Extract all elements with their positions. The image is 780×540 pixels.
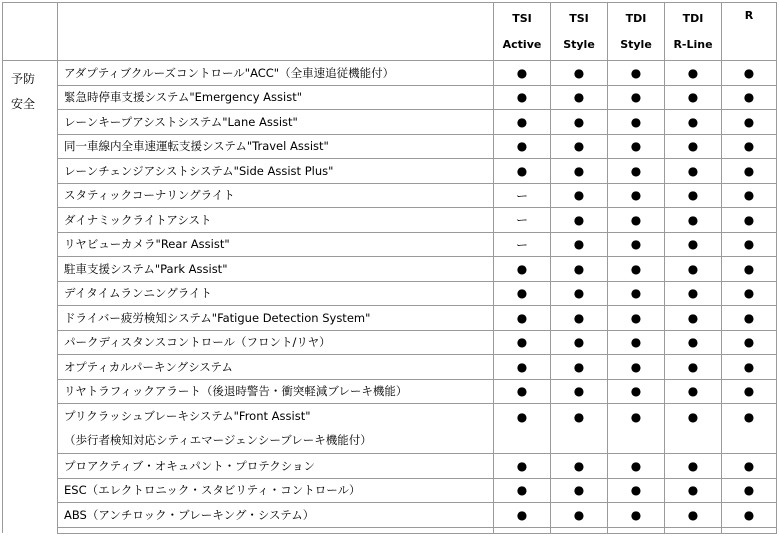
availability-mark: ● [665,379,722,404]
availability-mark: ● [722,454,777,479]
header-grade-tsi-active [494,3,551,61]
availability-mark: ● [551,330,608,355]
table-row [3,110,777,135]
availability-mark: ● [608,257,665,282]
header-feature-cell [58,3,494,61]
table-row [3,379,777,404]
table-row [3,355,777,380]
availability-mark: ● [722,134,777,159]
availability-mark: ● [608,330,665,355]
availability-mark: ● [608,61,665,86]
availability-mark: ● [608,379,665,404]
availability-mark: ● [608,503,665,528]
availability-mark: ● [665,330,722,355]
category-label-line2: 安全 [11,97,36,111]
availability-mark: ● [722,257,777,282]
availability-mark: ● [665,110,722,135]
availability-mark: ● [494,478,551,503]
availability-mark: ● [551,159,608,184]
availability-mark: ● [608,208,665,233]
availability-mark: ● [551,478,608,503]
empty-cell [58,527,494,533]
availability-mark: ● [665,404,722,454]
header-grade-line1: TDI [625,11,647,25]
feature-name: ドライバー疲労検知システム"Fatigue Detection System" [58,306,494,331]
availability-mark: ● [494,503,551,528]
availability-mark: ● [551,61,608,86]
availability-mark: ● [722,306,777,331]
availability-mark: ● [722,281,777,306]
header-grade-line1: TDI [682,11,704,25]
availability-mark: ー [494,183,551,208]
availability-mark: ● [551,379,608,404]
availability-mark: ● [608,306,665,331]
availability-mark: ● [665,355,722,380]
table-row [3,478,777,503]
availability-mark: ● [722,330,777,355]
header-row [3,3,777,61]
availability-mark: ● [608,110,665,135]
table-row [3,454,777,479]
availability-mark: ● [608,281,665,306]
availability-mark: ● [494,404,551,454]
availability-mark: ● [494,330,551,355]
availability-mark: ● [722,110,777,135]
table-row [3,503,777,528]
feature-name: ESC（エレクトロニック・スタビリティ・コントロール） [58,478,494,503]
availability-mark: ● [665,159,722,184]
feature-name: アダプティブクルーズコントロール"ACC"（全車速追従機能付） [58,61,494,86]
empty-cell [551,527,608,533]
availability-mark: ● [722,183,777,208]
table-row [3,306,777,331]
availability-mark: ● [494,134,551,159]
header-grade-tdi-style [608,3,665,61]
feature-name [58,404,494,454]
availability-mark: ● [608,85,665,110]
table-row [3,183,777,208]
availability-mark: ● [665,134,722,159]
feature-name: プロアクティブ・オキュパント・プロテクション [58,454,494,479]
empty-cell [665,527,722,533]
availability-mark: ● [494,281,551,306]
availability-mark: ● [551,281,608,306]
feature-name: リヤビューカメラ"Rear Assist" [58,232,494,257]
availability-mark: ● [665,183,722,208]
availability-mark: ● [551,306,608,331]
header-grade-tdi-r-line [665,3,722,61]
table-row [3,134,777,159]
availability-mark: ー [494,232,551,257]
empty-cell [494,527,551,533]
availability-mark: ● [722,232,777,257]
availability-mark: ● [665,208,722,233]
availability-mark: ● [551,232,608,257]
availability-mark: ● [608,454,665,479]
availability-mark: ● [608,159,665,184]
equipment-table [2,2,777,534]
availability-mark: ● [665,306,722,331]
feature-name: ダイナミックライトアシスト [58,208,494,233]
availability-mark: ● [722,85,777,110]
availability-mark: ● [551,134,608,159]
feature-name: オプティカルパーキングシステム [58,355,494,380]
feature-name: 緊急時停車支援システム"Emergency Assist" [58,85,494,110]
availability-mark: ● [665,503,722,528]
availability-mark: ● [665,85,722,110]
availability-mark: ー [494,208,551,233]
feature-name: 駐車支援システム"Park Assist" [58,257,494,282]
availability-mark: ● [722,159,777,184]
availability-mark: ● [608,134,665,159]
table-row [3,232,777,257]
category-cell [3,61,58,534]
availability-mark: ● [551,503,608,528]
feature-name: リヤトラフィックアラート（後退時警告・衝突軽減ブレーキ機能） [58,379,494,404]
availability-mark: ● [494,61,551,86]
availability-mark: ● [722,404,777,454]
header-grade-line2: R-Line [673,37,713,51]
availability-mark: ● [608,404,665,454]
header-grade-line2: Active [502,37,542,51]
availability-mark: ● [551,183,608,208]
feature-name: レーンチェンジアシストシステム"Side Assist Plus" [58,159,494,184]
availability-mark: ● [608,183,665,208]
availability-mark: ● [608,232,665,257]
table-row [3,61,777,86]
availability-mark: ● [494,159,551,184]
table-row-continuation [3,527,777,533]
availability-mark: ● [551,85,608,110]
feature-name-line1: プリクラッシュブレーキシステム"Front Assist" [64,409,311,423]
availability-mark: ● [551,404,608,454]
feature-name: 同一車線内全車速運転支援システム"Travel Assist" [58,134,494,159]
availability-mark: ● [608,355,665,380]
availability-mark: ● [665,61,722,86]
header-grade-line1: TSI [569,11,589,25]
availability-mark: ● [494,85,551,110]
category-label-line1: 予防 [11,72,36,86]
availability-mark: ● [722,503,777,528]
availability-mark: ● [608,478,665,503]
feature-name: パークディスタンスコントロール（フロント/リヤ） [58,330,494,355]
header-grade-line1: R [744,9,754,22]
availability-mark: ● [551,454,608,479]
availability-mark: ● [722,208,777,233]
availability-mark: ● [551,257,608,282]
table-row [3,257,777,282]
feature-name-line2: （歩行者検知対応シティエマージェンシーブレーキ機能付） [64,433,372,447]
availability-mark: ● [722,61,777,86]
availability-mark: ● [551,208,608,233]
availability-mark: ● [665,257,722,282]
header-grade-r [722,3,777,61]
table-row [3,208,777,233]
availability-mark: ● [551,110,608,135]
table-row [3,85,777,110]
empty-cell [608,527,665,533]
table-row [3,330,777,355]
availability-mark: ● [665,454,722,479]
header-corner-cell [3,3,58,61]
availability-mark: ● [494,110,551,135]
table-row [3,281,777,306]
header-grade-line2: Style [620,37,652,51]
availability-mark: ● [665,478,722,503]
feature-name: デイタイムランニングライト [58,281,494,306]
feature-name: レーンキープアシストシステム"Lane Assist" [58,110,494,135]
table-row [3,404,777,454]
availability-mark: ● [665,232,722,257]
availability-mark: ● [722,379,777,404]
feature-name: ABS（アンチロック・ブレーキング・システム） [58,503,494,528]
availability-mark: ● [494,355,551,380]
availability-mark: ● [722,355,777,380]
availability-mark: ● [494,257,551,282]
header-grade-line1: TSI [512,11,532,25]
table-row [3,159,777,184]
empty-cell [722,527,777,533]
availability-mark: ● [494,454,551,479]
availability-mark: ● [665,281,722,306]
feature-body [3,61,777,534]
feature-name: スタティックコーナリングライト [58,183,494,208]
availability-mark: ● [494,306,551,331]
availability-mark: ● [551,355,608,380]
availability-mark: ● [494,379,551,404]
availability-mark: ● [722,478,777,503]
header-grade-tsi-style [551,3,608,61]
header-grade-line2: Style [563,37,595,51]
